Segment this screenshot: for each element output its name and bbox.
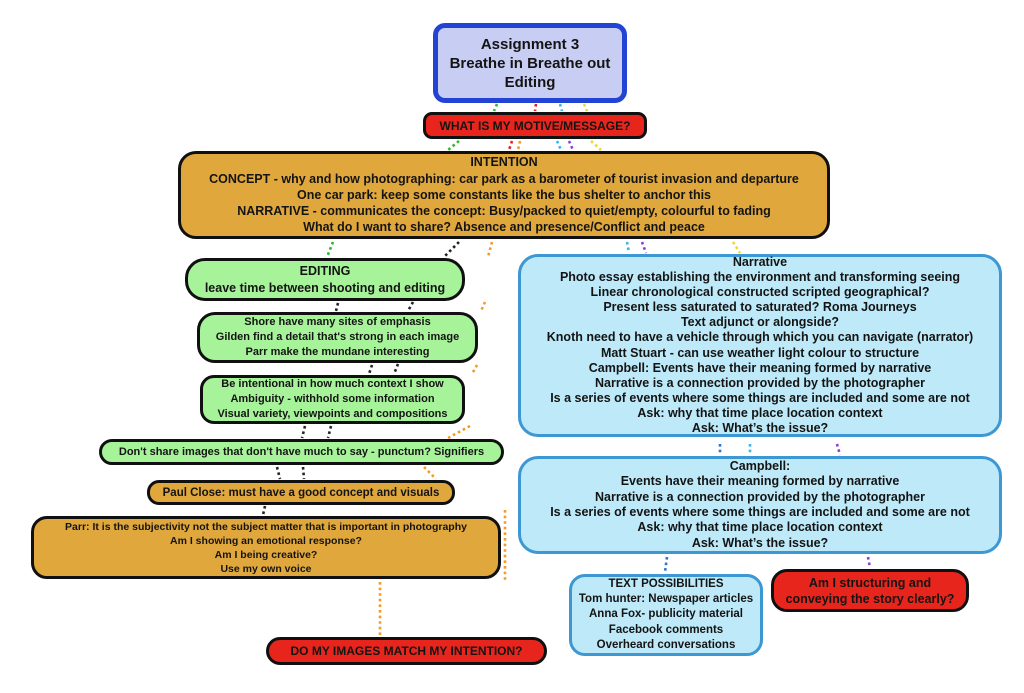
node-match-intention-question[interactable] <box>266 637 547 665</box>
node-line: Matt Stuart - can use weather light colour to structure <box>600 345 920 360</box>
node-line: Am I structuring and conveying the story clearly? <box>785 575 955 606</box>
node-line: Visual variety, viewpoints and compositions <box>217 407 448 420</box>
node-line: Facebook comments <box>608 623 724 636</box>
node-text-possibilities[interactable] <box>569 574 763 656</box>
node-line: Ask: What’s the issue? <box>691 535 829 550</box>
node-line: Ask: What’s the issue? <box>691 420 829 435</box>
node-intention[interactable] <box>178 151 830 239</box>
node-line: Gilden find a detail that's strong in each image <box>215 331 460 344</box>
node-line: INTENTION <box>470 155 538 170</box>
node-line: Breathe in Breathe out <box>449 54 611 72</box>
node-line: EDITING <box>299 264 351 278</box>
node-structuring-question[interactable] <box>771 569 969 612</box>
node-line: Narrative is a connection provided by the photographer <box>595 489 925 504</box>
node-line: NARRATIVE - communicates the concept: Busy/packed to quiet/empty, colourful to fading <box>237 204 771 219</box>
node-line: Photo essay establishing the environment and transforming seeing <box>559 270 961 285</box>
node-line: Events have their meaning formed by narrative <box>620 474 900 489</box>
node-line: Overheard conversations <box>596 638 736 651</box>
node-line: Don't share images that don't have much to say - punctum? Signifiers <box>118 446 485 458</box>
node-editing[interactable] <box>185 258 465 301</box>
node-line: Narrative is a connection provided by the photographer <box>595 375 925 390</box>
node-shore-gilden-parr[interactable] <box>197 312 478 363</box>
node-line: Campbell: Events have their meaning formed by narrative <box>588 360 932 375</box>
node-line: Paul Close: must have a good concept and visuals <box>162 486 440 499</box>
node-parr-subjectivity[interactable] <box>31 516 501 579</box>
node-line: Text adjunct or alongside? <box>680 315 840 330</box>
node-line: Am I being creative? <box>214 548 318 561</box>
node-line: Ambiguity - withhold some information <box>230 393 435 406</box>
node-line: Knoth need to have a vehicle through which you can navigate (narrator) <box>546 330 974 345</box>
node-line: Be intentional in how much context I show <box>221 378 444 391</box>
node-campbell[interactable] <box>518 456 1002 554</box>
node-motive-question[interactable] <box>423 112 647 139</box>
node-line: Is a series of events where some things are included and some are not <box>550 390 970 405</box>
node-narrative[interactable] <box>518 254 1002 437</box>
node-line: WHAT IS MY MOTIVE/MESSAGE? <box>439 118 631 133</box>
node-line: CONCEPT - why and how photographing: car park as a barometer of tourist invasion and departure <box>209 171 799 186</box>
node-line: Use my own voice <box>220 562 312 575</box>
node-line: Shore have many sites of emphasis <box>244 316 431 329</box>
node-line: Tom hunter: Newspaper articles <box>578 593 754 606</box>
node-context-ambiguity[interactable] <box>200 375 465 424</box>
node-line: Parr make the mundane interesting <box>245 345 430 358</box>
node-line: Present less saturated to saturated? Roma Journeys <box>603 300 917 315</box>
node-line: TEXT POSSIBILITIES <box>608 578 724 590</box>
node-line: Anna Fox- publicity material <box>589 608 743 621</box>
node-line: What do I want to share? Absence and presence/Conflict and peace <box>303 220 705 235</box>
node-dont-share[interactable] <box>99 439 504 465</box>
node-line: Linear chronological constructed scripted geographical? <box>590 285 930 300</box>
node-line: Am I showing an emotional response? <box>170 534 362 547</box>
node-line: Parr: It is the subjectivity not the subject matter that is important in photography <box>65 520 467 533</box>
node-line: Assignment 3 <box>480 35 580 53</box>
node-paul-close[interactable] <box>147 480 455 505</box>
node-line: Campbell: <box>729 459 791 474</box>
node-line: Narrative <box>732 254 788 269</box>
node-line: DO MY IMAGES MATCH MY INTENTION? <box>290 644 523 658</box>
node-line: leave time between shooting and editing <box>204 280 446 295</box>
node-line: Ask: why that time place location context <box>637 520 883 535</box>
node-line: Editing <box>504 73 556 91</box>
node-line: One car park: keep some constants like the bus shelter to anchor this <box>296 187 711 202</box>
node-line: Ask: why that time place location context <box>637 405 883 420</box>
node-line: Is a series of events where some things are included and some are not <box>550 505 970 519</box>
node-assignment-title[interactable] <box>433 23 627 103</box>
